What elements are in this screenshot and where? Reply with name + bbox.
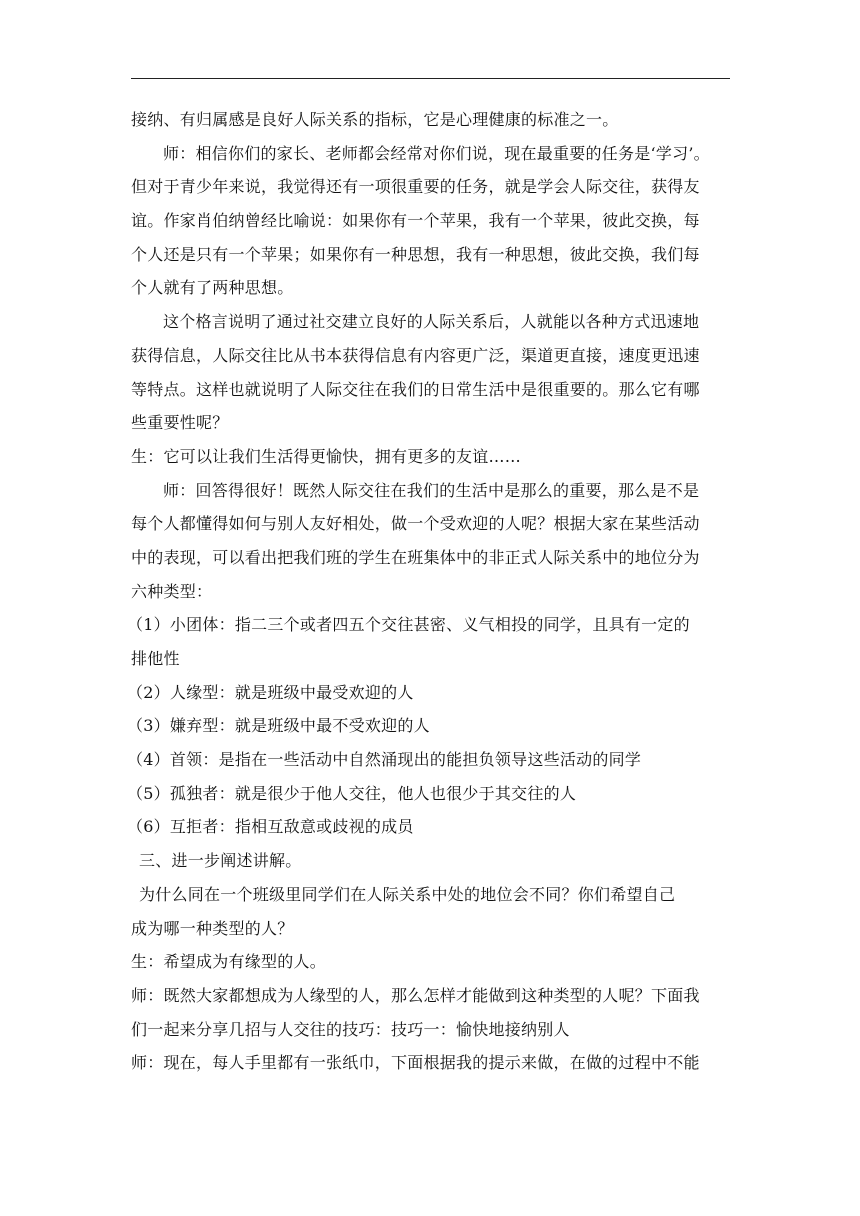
body-line: 们一起来分享几招与人交往的技巧：技巧一：愉快地接纳别人 [131,1019,570,1039]
list-item: （5）孤独者：就是很少于他人交往，他人也很少于其交往的人 [127,783,577,803]
list-item: （4）首领：是指在一些活动中自然涌现出的能担负领导这些活动的同学 [127,750,642,770]
teacher-line: 师：既然大家都想成为人缘型的人，那么怎样才能做到这种类型的人呢？下面我 [131,985,700,1005]
section-heading: 三、进一步阐述讲解。 [139,851,302,871]
list-item: （3）嫌弃型：就是班级中最不受欢迎的人 [127,716,430,736]
student-line: 生：希望成为有缘型的人。 [131,952,327,972]
body-line: 获得信息，人际交往比从书本获得信息有内容更广泛，渠道更直接，速度更迅速 [131,345,700,365]
header-rule [131,78,730,79]
paragraph-line: 这个格言说明了通过社交建立良好的人际关系后，人就能以各种方式迅速地 [163,312,700,332]
body-line: 谊。作家肖伯纳曾经比喻说：如果你有一个苹果，我有一个苹果，彼此交换，每 [131,211,700,231]
body-line: 成为哪一种类型的人？ [131,918,294,938]
paragraph-line: 为什么同在一个班级里同学们在人际关系中处的地位会不同？你们希望自己 [139,884,676,904]
list-item: （2）人缘型：就是班级中最受欢迎的人 [127,682,414,702]
list-item: （6）互拒者：指相互敌意或歧视的成员 [127,817,414,837]
document-body [127,103,730,1080]
body-line: 接纳、有归属感是良好人际关系的指标，它是心理健康的标准之一。 [131,110,619,129]
body-line: 个人就有了两种思想。 [131,278,294,298]
body-line: 六种类型： [131,581,213,601]
teacher-line: 师：现在，每人手里都有一张纸巾，下面根据我的提示来做，在做的过程中不能 [131,1053,700,1073]
student-line: 生：它可以让我们生活得更愉快，拥有更多的友谊…… [131,446,522,466]
body-line: 中的表现，可以看出把我们班的学生在班集体中的非正式人际关系中的地位分为 [131,547,700,567]
teacher-line: 师：相信你们的家长、老师都会经常对你们说，现在最重要的任务是‘学习’。 [163,143,710,163]
list-item: （1）小团体：指二三个或者四五个交往甚密、义气相投的同学，且具有一定的 [127,615,690,635]
body-line: 但对于青少年来说，我觉得还有一项很重要的任务，就是学会人际交往，获得友 [131,177,700,197]
teacher-line: 师：回答得很好！既然人际交往在我们的生活中是那么的重要，那么是不是 [163,480,700,500]
body-line: 每个人都懂得如何与别人友好相处，做一个受欢迎的人呢？根据大家在某些活动 [131,514,700,534]
body-line: 排他性 [131,649,180,668]
body-line: 些重要性呢？ [131,413,229,433]
body-line: 等特点。这样也就说明了人际交往在我们的日常生活中是很重要的。那么它有哪 [131,379,700,399]
body-line: 个人还是只有一个苹果；如果你有一种思想，我有一种思想，彼此交换，我们每 [131,244,700,264]
